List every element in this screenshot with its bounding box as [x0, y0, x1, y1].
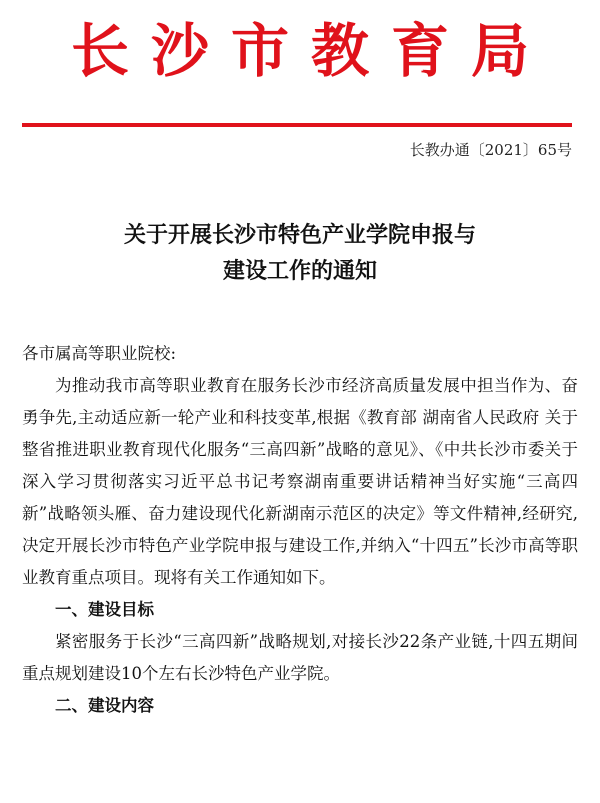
section-heading-goals: 一、建设目标: [55, 600, 154, 619]
title-line-1: 关于开展长沙市特色产业学院申报与: [123, 223, 476, 248]
section-heading-content: 二、建设内容: [55, 696, 154, 715]
goals-paragraph: 紧密服务于长沙“三高四新”战略规划,对接长沙22条产业链,十四五期间重点规划建设10个左右长沙特色产业学院。: [22, 632, 578, 683]
title-line-2: 建设工作的通知: [222, 259, 377, 284]
document-number: 长教办通〔2021〕65号: [409, 141, 572, 159]
issuer-name: 长沙市教育局: [70, 17, 551, 85]
intro-paragraph: 为推动我市高等职业教育在服务长沙市经济高质量发展中担当作为、奋勇争先,主动适应新一轮产业和科技变革,根据《教育部 湖南省人民政府 关于整省推进职业教育现代化服务“三高四新”战略的意见》、《中共长沙市委关于深入学习贯彻落实习近平总书记考察湖南重要讲话精神当好实施“三高四新”战略领头雁、奋力建设现代化新湖南示范区的决定》等文件精神,经研究,决定开展长沙市特色产业学院申报与建设工作,并纳入“十四五”长沙市高等职业教育重点项目。现将有关工作通知如下。: [22, 376, 578, 587]
document-body: [22, 338, 578, 722]
document-title: [0, 218, 600, 290]
red-header-rule: [22, 123, 572, 127]
salutation: 各市属高等职业院校:: [22, 344, 177, 363]
